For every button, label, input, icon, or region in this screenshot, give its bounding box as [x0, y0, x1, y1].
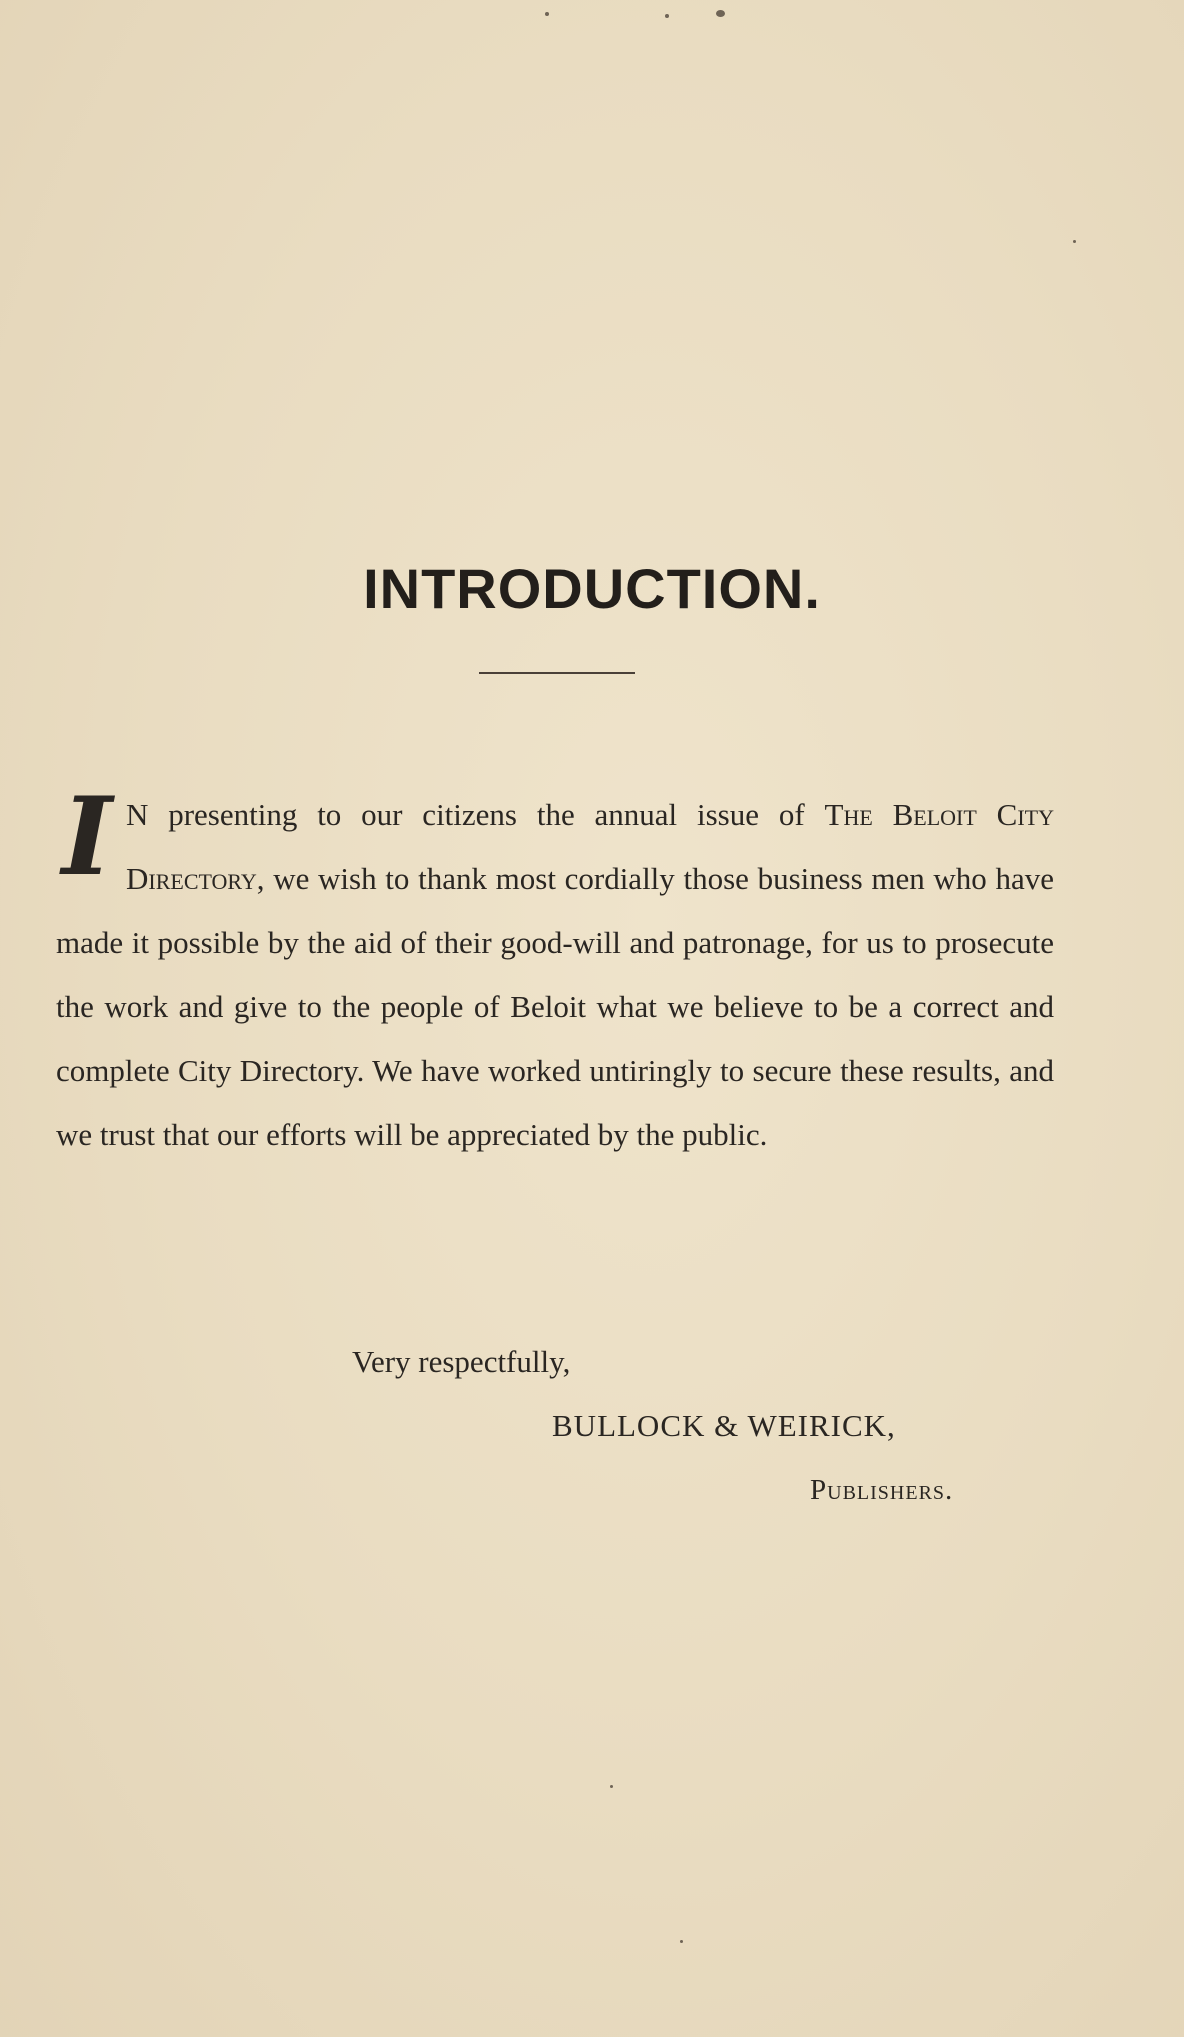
intro-text-2: , we wish to thank most cordially those business men who have made it possible by the aid of their good-will and patronage, for us to prosecute the work and give to the people of Beloit what we believe to be a correct and complete City Directory. We have worked untiringly to secure these results, and we trust that our efforts will be appreciated by the public. [56, 861, 1054, 1152]
signature-title: Publishers. [810, 1474, 954, 1506]
intro-first-word-rest: N [126, 797, 149, 832]
closing-line: Very respectfully, [352, 1344, 571, 1379]
speck [716, 10, 725, 17]
title-divider [479, 672, 635, 674]
intro-paragraph [56, 774, 1054, 1167]
page-title: INTRODUCTION. [363, 556, 821, 620]
signature-name: BULLOCK & WEIRICK, [552, 1408, 896, 1443]
directory-name: The Beloit City Directory [126, 797, 1054, 896]
speck [665, 14, 669, 18]
show-through-texture [40, 360, 194, 534]
speck [545, 12, 549, 16]
speck [1073, 240, 1076, 243]
intro-text-1: presenting to our citizens the annual issue of [148, 797, 825, 832]
decorative-initial: I [61, 774, 113, 900]
speck [680, 1940, 683, 1943]
speck [610, 1785, 613, 1788]
